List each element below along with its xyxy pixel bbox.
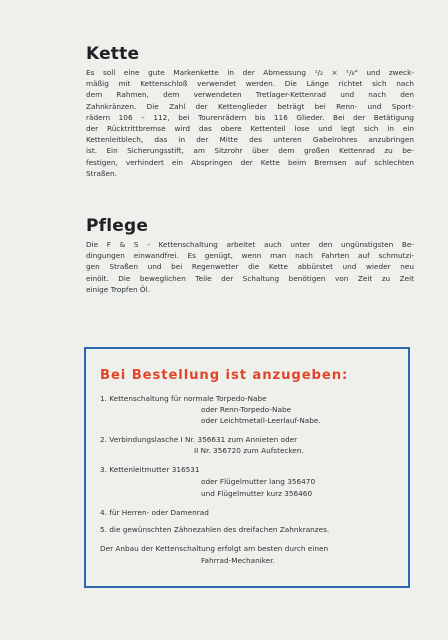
paragraph-line: gen Straßen und bei Regenwetter die Kette abbürstet und wieder neu [86,262,414,272]
paragraph-line: einige Tropfen Öl. [86,284,151,294]
order-item: oder Leichtmetall-Leerlauf-Nabe. [201,416,321,425]
paragraph-line: einölt. Die beweglichen Teile der Schaltung benötigen von Zeit zu Zeit [86,273,414,283]
order-item: und Flügelmutter kurz 356460 [201,489,313,498]
order-note: Fahrrad-Mechaniker. [201,556,275,565]
order-item: 1. Kettenschaltung für normale Torpedo-Nabe [100,394,267,403]
order-info-title: Bei Bestellung ist anzugeben: [100,368,349,383]
paragraph-line: der Rücktrittbremse wird das obere Kettenteil lose und legt sich in ein [86,124,414,134]
paragraph-line: mäßig mit Kettenschloß verwendet werden. Die Länge richtet sich nach [86,79,414,89]
section-heading-pflege: Pflege [86,216,149,236]
order-item: 3. Kettenleitmutter 316531 [100,465,200,474]
paragraph-line: ist. Ein Sicherungsstift, am Sitzrohr über dem großen Kettenrad zu be- [86,146,414,156]
order-item: 2. Verbindungslasche I Nr. 356631 zum Annieten oder [100,435,298,444]
paragraph-line: Zahnkränzen. Die Zahl der Kettenglieder beträgt bei Renn- und Sport- [86,101,414,111]
order-item: oder Renn-Torpedo-Nabe [201,405,292,414]
paragraph-line: Kettenleitblech, das in der Mitte des unteren Gabelrohres anzubringen [86,135,414,145]
paragraph-line: Es soll eine gute Markenkette in der Abmessung ¹/₂ × ¹/₈" und zweck- [86,68,414,77]
paragraph-line: rädern 106 – 112, bei Tourenrädern bis 116 Glieder. Bei der Betätigung [86,112,414,122]
paragraph-pflege [86,239,414,295]
order-note: Der Anbau der Kettenschaltung erfolgt am besten durch einen [100,544,329,553]
section-heading-kette: Kette [86,44,140,64]
paragraph-line: Die F & S - Kettenschaltung arbeitet auch unter den ungünstigsten Be- [86,240,414,249]
paragraph-line: dingungen einwandfrei. Es genügt, wenn man nach Fahrten auf schmutzi- [86,251,414,261]
order-item: II Nr. 356720 zum Aufstecken. [194,446,304,455]
paragraph-line: Straßen. [86,168,117,178]
paragraph-line: dem Rahmen, dem verwendeten Tretlager-Kettenrad und nach den [86,90,414,100]
paragraph-kette [86,67,414,179]
order-item: 4. für Herren- oder Damenrad [100,508,209,517]
order-item: oder Flügelmutter lang 356470 [201,477,316,486]
paragraph-line: festigen, verhindert ein Abspringen der Kette beim Bremsen auf schlechten [86,157,414,167]
order-item: 5. die gewünschten Zähnezahlen des dreifachen Zahnkranzes. [100,525,330,534]
